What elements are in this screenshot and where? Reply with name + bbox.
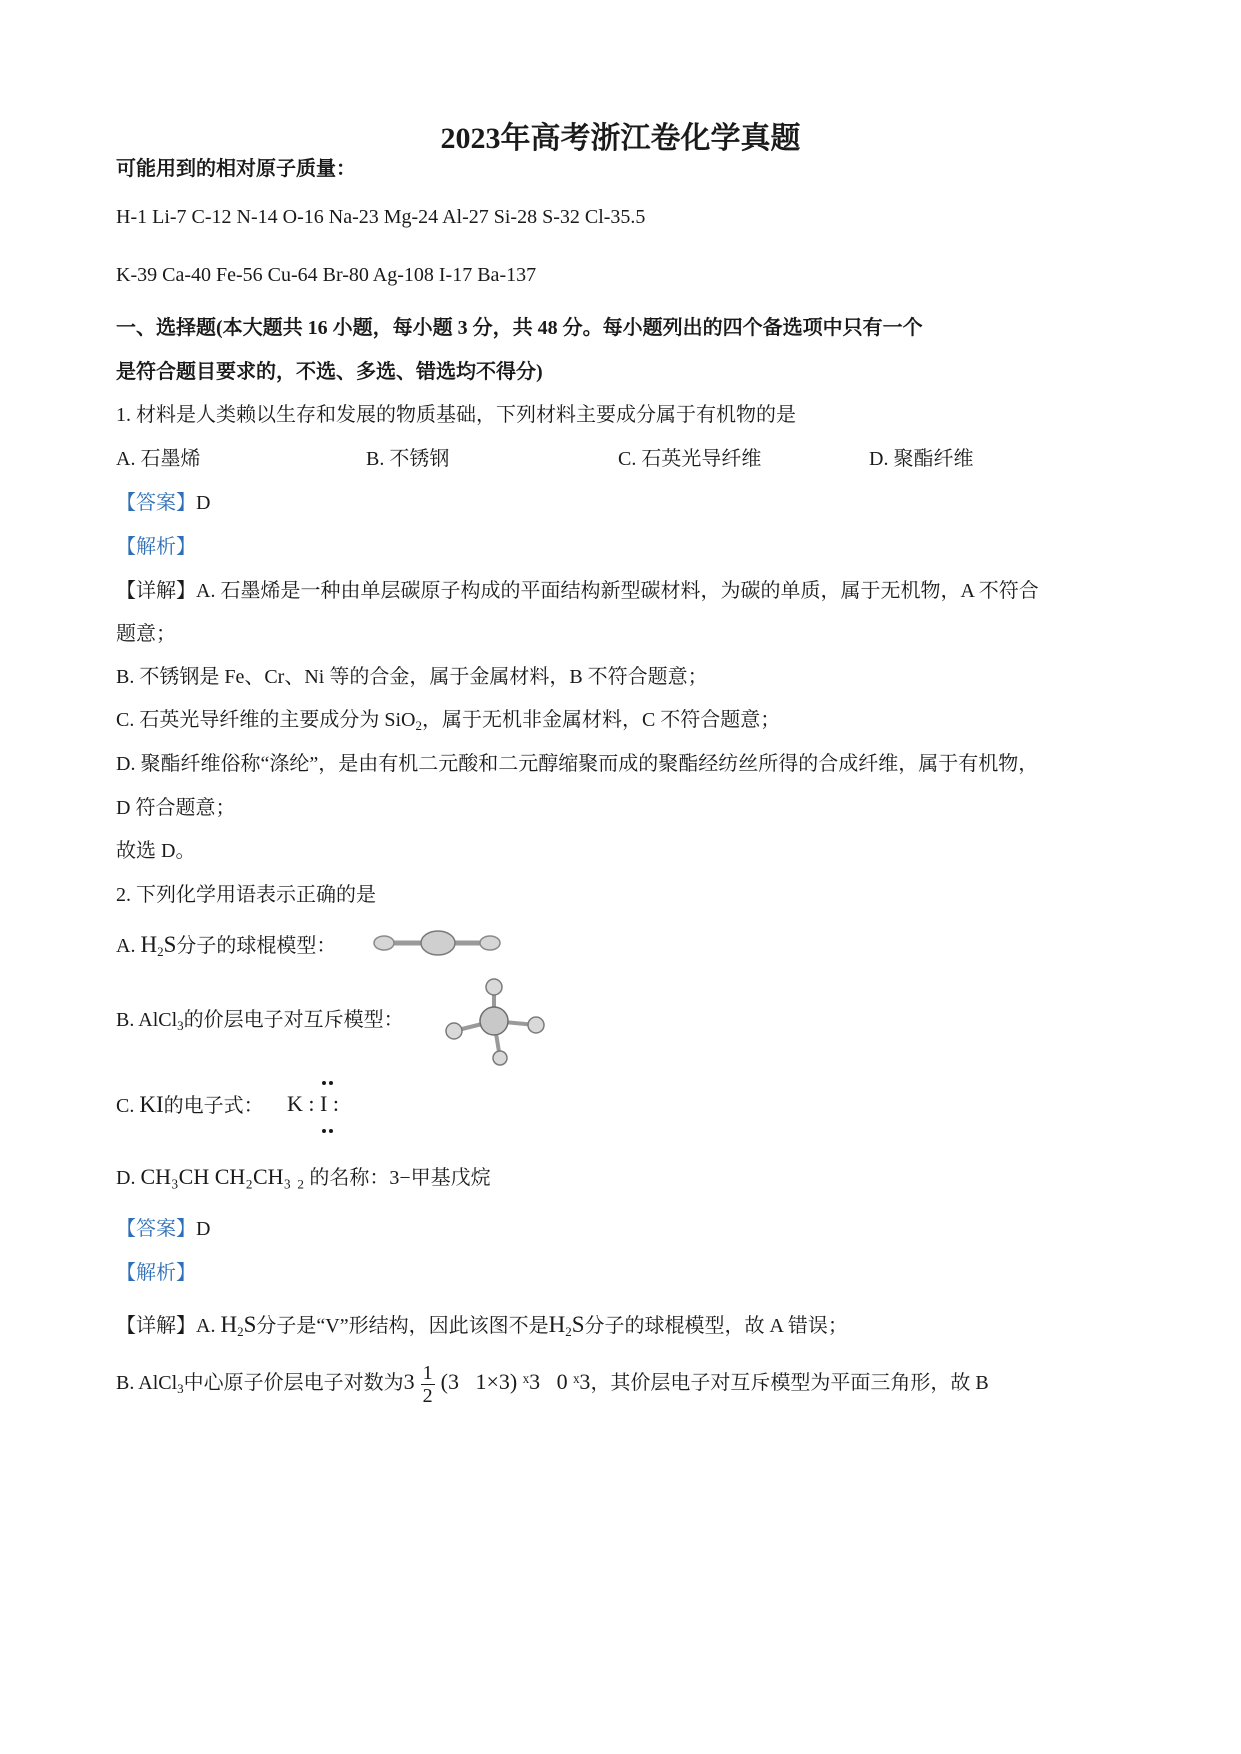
fraction-numerator: 1 [422, 1361, 433, 1384]
q1-detail-c-post: ，属于无机非金属材料，C 不符合题意； [421, 709, 781, 731]
q2-detail-b-text: 中心原子价层电子对数为 [183, 1372, 404, 1394]
q2-detail-b [116, 1352, 989, 1419]
q2-a-formula-sub: 2 [157, 944, 164, 959]
q2-detail-a-f2-post: S [571, 1312, 585, 1337]
q1-option-c: C. 石英光导纤维 [618, 448, 762, 470]
q2-option-a-text: 分子的球棍模型： [176, 935, 337, 957]
atomic-mass-line-1: H-1 Li-7 C-12 N-14 O-16 Na-23 Mg-24 Al-27 Si-28 S-32 Cl-35.5 [116, 206, 646, 228]
q2-option-c-text: 的电子式： [163, 1095, 264, 1117]
atomic-mass-line-2: K-39 Ca-40 Fe-56 Cu-64 Br-80 Ag-108 I-17 Ba-137 [116, 264, 537, 286]
q2-a-formula-post: S [163, 932, 177, 957]
q2-option-a [116, 933, 336, 964]
q2-answer-label: 【答案】 [116, 1218, 196, 1240]
q1-detail-c-pre: C. 石英光导纤维的主要成分为 SiO [116, 709, 416, 731]
q2-detail-b-formula-sub: 3 [177, 1381, 184, 1396]
q2-detail-a-f2-pre: H [548, 1312, 566, 1337]
q2-option-b [116, 1008, 404, 1038]
q2-option-a-formula [140, 932, 176, 957]
q2-option-d-prefix: D. [116, 1167, 136, 1189]
q1-stem: 1. 材料是人类赖以生存和发展的物质基础，下列材料主要成分属于有机物的是 [116, 404, 796, 426]
q1-detail-d-line-2: D 符合题意； [116, 797, 236, 819]
q1-detail-c-sub: 2 [415, 718, 422, 733]
q1-option-d: D. 聚酯纤维 [869, 448, 974, 470]
q2-analysis-label: 【解析】 [116, 1262, 196, 1284]
q1-option-a: A. 石墨烯 [116, 448, 201, 470]
q2-option-c-prefix: C. [116, 1095, 135, 1117]
lewis-k: K [287, 1091, 303, 1116]
q2-answer [116, 1217, 210, 1241]
q2-answer-value: D [196, 1218, 211, 1240]
q2-option-b-text: 的价层电子对互斥模型： [183, 1009, 404, 1031]
q2-detail-a-f1-pre: H [220, 1312, 238, 1337]
q1-answer [116, 491, 210, 515]
q2-detail-b-expr-1: 3 [403, 1369, 415, 1394]
q2-detail-b-formula-pre: AlCl [138, 1372, 178, 1394]
q2-detail-a-end: 分子的球棍模型，故 A 错误； [584, 1315, 848, 1337]
lewis-i: I [320, 1091, 328, 1116]
q2-b-formula-pre: AlCl [138, 1009, 178, 1031]
alcl3-vsepr-model [440, 976, 550, 1066]
lewis-dots-top-bottom [318, 1078, 338, 1138]
q2-detail-b-formula [138, 1372, 183, 1394]
q2-option-a-prefix: A. [116, 935, 136, 957]
q2-option-c [116, 1093, 264, 1118]
section-1-heading-line-1: 一、选择题(本大题共 16 小题，每小题 3 分，共 48 分。每小题列出的四个备选项中只有一个 [116, 317, 923, 339]
q2-detail-b-fraction [421, 1362, 435, 1407]
q2-b-formula-sub: 3 [177, 1018, 184, 1033]
q2-detail-a-pre: 【详解】A. [116, 1315, 216, 1337]
q2-detail-a-formula-1 [220, 1312, 256, 1337]
q2-detail-a-f2-sub: 2 [565, 1324, 572, 1339]
atomic-mass-heading: 可能用到的相对原子质量： [116, 158, 356, 180]
page-title: 2023年高考浙江卷化学真题 [440, 122, 801, 155]
q2-option-b-formula [138, 1009, 183, 1031]
q1-answer-value: D [196, 492, 211, 514]
lewis-colon-right: : [332, 1091, 339, 1116]
q1-conclusion: 故选 D。 [116, 840, 196, 862]
q1-analysis-label: 【解析】 [116, 536, 196, 558]
q1-detail-c [116, 708, 780, 738]
q2-detail-a-mid: 分子是“V”形结构，因此该图不是 [256, 1315, 549, 1337]
q1-detail-d-line-1: D. 聚酯纤维俗称“涤纶”，是由有机二元酸和二元醇缩聚而成的聚酯经纺丝所得的合成纤维，属于有机物， [116, 753, 1039, 775]
q2-stem: 2. 下列化学用语表示正确的是 [116, 884, 376, 906]
q2-option-d-formula: CH₃CH CH₂CH₃ ₂ [140, 1164, 305, 1189]
h2s-ball-stick-model [368, 928, 508, 958]
q2-detail-a-f1-post: S [243, 1312, 257, 1337]
q1-detail-a-line-2: 题意； [116, 623, 176, 645]
q2-option-c-formula: KI [139, 1092, 164, 1117]
q1-detail-a-line-1: 【详解】A. 石墨烯是一种由单层碳原子构成的平面结构新型碳材料，为碳的单质，属于无机物，A 不符合 [116, 580, 1039, 602]
q2-a-formula-pre: H [140, 932, 158, 957]
q2-option-d-text: 的名称：3−甲基戊烷 [309, 1167, 491, 1189]
lewis-colon-left: : [308, 1091, 315, 1116]
q2-detail-b-prefix: B. [116, 1372, 135, 1394]
q2-detail-b-end: ，其价层电子对互斥模型为平面三角形，故 B [590, 1372, 989, 1394]
q2-detail-b-expr-2: (3 1×3) ˣ3 0 ˣ3 [440, 1369, 591, 1394]
q2-detail-a [116, 1313, 848, 1344]
q2-option-d [116, 1165, 491, 1190]
q1-option-b: B. 不锈钢 [366, 448, 450, 470]
q2-detail-a-f1-sub: 2 [237, 1324, 244, 1339]
fraction-denominator: 2 [422, 1384, 433, 1407]
q1-answer-label: 【答案】 [116, 492, 196, 514]
q2-option-b-prefix: B. [116, 1009, 135, 1031]
section-1-heading-line-2: 是符合题目要求的，不选、多选、错选均不得分) [116, 361, 543, 383]
q2-detail-a-formula-2 [549, 1312, 585, 1337]
q1-detail-b: B. 不锈钢是 Fe、Cr、Ni 等的合金，属于金属材料，B 不符合题意； [116, 666, 708, 688]
